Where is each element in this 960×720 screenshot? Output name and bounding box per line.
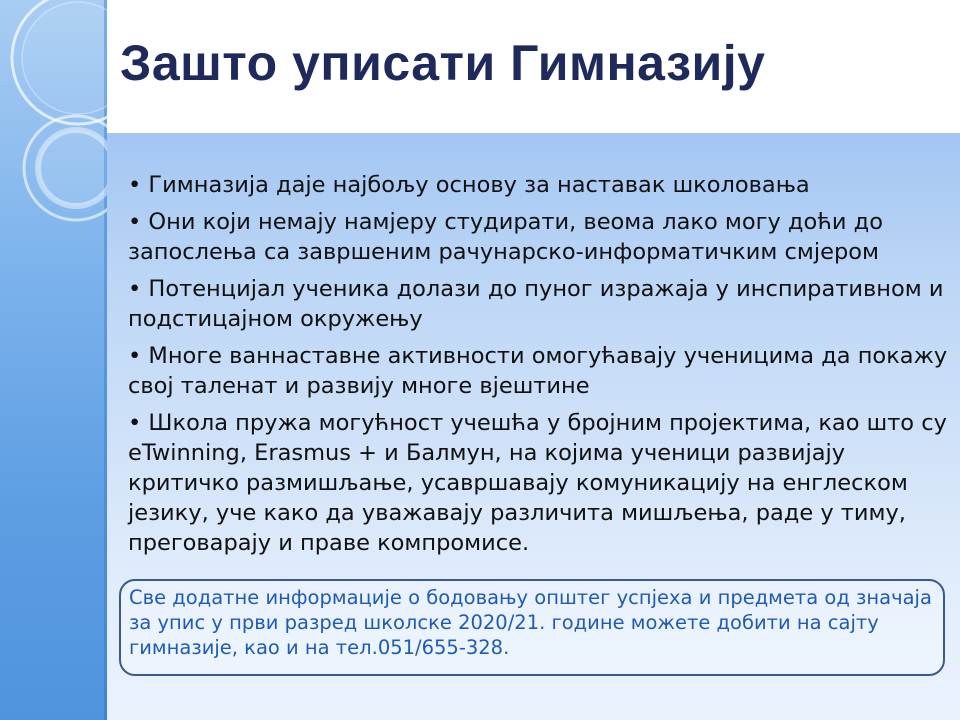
decorative-circle-medium-inner bbox=[38, 130, 114, 206]
bullet-item: • Школа пружа могућност учешћа у бројним пројектима, као што су eTwinning, Erasmus + и Балмун, на којима ученици развијају критичко размишљање, усавршавају комуникацију на енглеском језику, уче како да уважавају различита мишљења, раде у тиму, преговарају и праве компромисе. bbox=[128, 410, 947, 556]
bullet-list bbox=[128, 170, 948, 565]
slide-title: Зашто уписати Гимназију bbox=[120, 35, 766, 91]
bullet-item: • Многе ваннаставне активности омогућавају ученицима да покажу свој таленат и развију многе вјештине bbox=[128, 343, 948, 399]
bullet-item: • Потенцијал ученика долази до пуног изражаја у инспиративном и подстицајном окружењу bbox=[128, 276, 944, 332]
info-box bbox=[119, 579, 945, 676]
info-text: Све додатне информације о бодовању општег успјеха и предмета од значаја за упис у први разред школске 2020/21. године можете добити на сајту гимназије, као и на тел.051/655-328. bbox=[129, 586, 932, 659]
bullet-item: • Они који немају намјеру студирати, веома лако могу доћи до запослења са завршеним рачунарско-информатичким смјером bbox=[128, 209, 884, 265]
bullet-item: • Гимназија даје најбољу основу за наставак школовања bbox=[128, 172, 810, 198]
